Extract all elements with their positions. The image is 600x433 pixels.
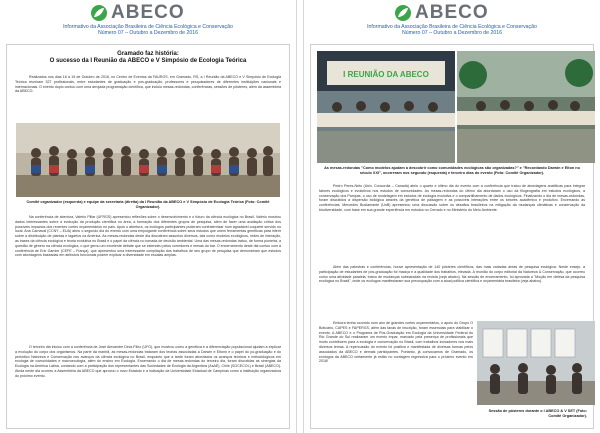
paragraph-2: Na conferência de abertura, Valério Pillar (UFRGS) apresentou reflexões sobre o desenvolvimento e o futuro da ciência ecológica no Brasil. Valério mostrou dados interessantes sobre a evolução da produção científica no área, a formação dos diferentes grupos de pesquisa, além de fazer uma avaliação crítica dos possíveis impactos dos recentes cortes orçamentários no país. Após o abertura, os ecólogos participantes puderam confraternizar num agradável coquetel servido no local. Ana Carnaval (CCNY – EUA) abriu o segundo dia do evento com uma empolgante conferência sobre seus estudos que unem ferramentas genéticas para inferir sobre a distribuição de plantas e lagartos na América. As mesas-redondas deste dia discutiram assuntos diversos, tais como modelos ecológicos, redes de interação, as bases da ciência ecológica e teoria evolutiva no Brasil e o papel da ciência no tomada de decisão ambiental. Uma das mesas-redondas tratou, de forma pioneira, a questão de gênero na ciência ecológica, o que gerou um excelente debate que se estendeu pelos corredores e mesas do bar. O encerramento deste dia contou com a conferência de Eric Garnier (CEFE – França), que apresentou uma interessante compilação dos trabalhos de seu grupo de pesquisa que demonstram que estudos com abordagens baseadas em atributos funcionais podem explicar a diversidade em escalas amplas. xyxy=(15,215,281,258)
header-line-2: Número 07 – Outubro a Dezembro de 2016 xyxy=(401,30,503,36)
leaf-logo-icon xyxy=(394,4,412,22)
page-left xyxy=(0,0,297,433)
panel-photo-right xyxy=(457,51,595,163)
masthead-right xyxy=(304,0,600,44)
masthead-left xyxy=(0,0,296,44)
leaf-logo-icon xyxy=(90,4,108,22)
abeco-logo xyxy=(88,2,208,24)
article-title-2: O sucesso da I Reunião da ABECO e V Simpósio de Ecologia Teórica xyxy=(49,58,247,64)
right-paragraph-1: Pedro Peres-Neto (Univ. Concordia – Canadá) abriu o quarto e último dia do evento com a conferência que tratou de abordagens analíticas para integrar fatores ecológicos e evolutivos nos estudos de comunidades. As mesas-redondas do último dia abordaram o uso da filogeografia em estudos ecológicos, a conservação dos Pampas, o uso de modelagem em estudos de ecologia evolutiva e o compartilhamento de dados ecológicos. Finalizando o dia de mesas-redondas, foram discutidos a dispersão biológica através da genética de paisagem e as possíveis interações entre os setores acadêmico e produtivo. Encerrando as conferências, Mercedes Bustamante (UnB) apresentou uma discussão sobre os desafios brasileiros na mitigação da mudanças climáticas e conservação da biodiversidade, com base em sua grande experiência em estudos no Cerrado e no Ministério do Meio Ambiente. xyxy=(319,184,585,212)
article-title-1: Gramado faz história: xyxy=(117,51,179,57)
photo-caption-left: Comitê organizador (esquerda) e equipe da secretaria (direita) da I Reunião da ABECO e V Simpósio de Ecologia Teórica (Foto: Comitê Organizador). xyxy=(26,200,270,209)
banner-text: I REUNIÃO DA ABECO xyxy=(343,70,429,79)
header-line-2: Número 07 – Outubro a Dezembro de 2016 xyxy=(97,30,199,36)
group-photo xyxy=(16,123,280,197)
article-box-right xyxy=(310,44,594,429)
panel-photo-left xyxy=(317,51,455,163)
right-paragraph-2: Além das palestras e conferências, houve apresentação de 140 pôsteres científicos, das mais variadas áreas de pesquisa ecológica. Neste ensejo, a participação de estudantes de pós-graduação foi maciça e a qualidade dos trabalhos, elevada. A reunião do corpo editorial da Natureza & Conservação, que ocorreu como uma atividade paralela, tratou de mudanças substanciais na revista (veja abaixo). Na sessão de encerramento, foi aprovada a "Moção em defesa da pesquisa ecológica no Brasil", onde os ecólogos manifestaram sua preocupação com a atual política científica e orçamentária brasileira (veja abaixo). xyxy=(319,265,585,284)
header-line-1: Informativo da Associação Brasileira de Ciência Ecológica e Conservação xyxy=(63,24,233,30)
header-line-1: Informativo da Associação Brasileira de Ciência Ecológica e Conservação xyxy=(367,24,537,30)
page-right xyxy=(303,0,600,433)
logo-text: ABECO xyxy=(415,2,489,23)
poster-caption: Sessão de pôsteres durante o I ABECO & V SET (Foto: Comitê Organizador). xyxy=(488,409,587,418)
poster-photo xyxy=(477,321,595,405)
right-paragraph-3: Embora tenha ocorrido num ano de grandes cortes orçamentários, o apoio do Grupo O Boticário, CAPES e FAPERGS, além das taxas de inscrição, foram essenciais para viabilizar o evento. A ABECO e o Programa de Pós-Graduação em Ecologia da Universidade Federal do Rio Grande do Sul realizaram um evento ímpar, marcado pela presença de profissionais que muito contribuem para a ecologia e conservação no Brasil, com trabalhos inovadores nos mais diversos temas. A repercussão do evento foi positiva e manifestada de diversas formas pelos associados da ABECO e demais participantes. Portanto, já convocamos de Gramado, os ecólogos da ABECO certamente já estão no contagem regressiva para o próximo evento em 2018! xyxy=(319,321,473,364)
paragraph-3: O terceiro dia iniciou com a conferência de José Alexandre Diniz-Filho (UFG), que mostrou como a genética e a diferenciação populacional ajudam a explicar a evolução do corpo dos organismos. Na parte da manhã, as mesas-redondas trataram dos teorias associadas a Darwin e Eltonn e o papel do pó-graduação e do periódico Natureza e Conservação nos avanços da ciência ecológica no Brasil, enquanto que a tarde foram abordados os avanços teóricos e metodológicos em ecologia de comunidades e macroecologia, além do ensino em Ecologia. Encerrando o dia de mesas-redondas do terceiro dia, foram discutidas as sinergias da Ecologia na América Latina, contando com a participação dos representantes das Sociedades de Ecologia da Argentina (AsAE), Chile (SOCECOL) e Brasil (ABECO). Ainda neste dia ocorreu a Assembleia da ABECO que aprovou o novo Estatuto e a indicação da Universidade Estadual de Campinas como a instituição organizadora do próximo evento. xyxy=(15,345,281,378)
photo-caption-right: As mesas-redondas "Como modelos ajudam a descobrir como comunidades ecológicas são organizadas?" e "Recordando Darwin e Elton no século XXI", ocorreram nos segundo (esquerda) e terceiro dias do evento (Foto: Comitê Organizador). xyxy=(324,166,580,175)
paragraph-1: Realizados nos dias 16 a 19 de Outubro de 2016, no Centro de Eventos da FAURGS, em Gramado, RS, a I Reunião da ABECO e V Simpósio de Ecologia Teórica reuniram 327 profissionais, entre estudantes de graduação e pós-graduação, professores e pesquisadores de diferentes instituições nacionais e internacionais. O evento duplo contou com uma arrojada programação científica, que incluiu mesas-redondas, conferências, sessões de pôsteres, além da assembleia da ABECO. xyxy=(15,75,281,94)
abeco-logo-right xyxy=(392,2,512,24)
article-box-left xyxy=(6,44,290,429)
logo-text: ABECO xyxy=(111,2,185,23)
